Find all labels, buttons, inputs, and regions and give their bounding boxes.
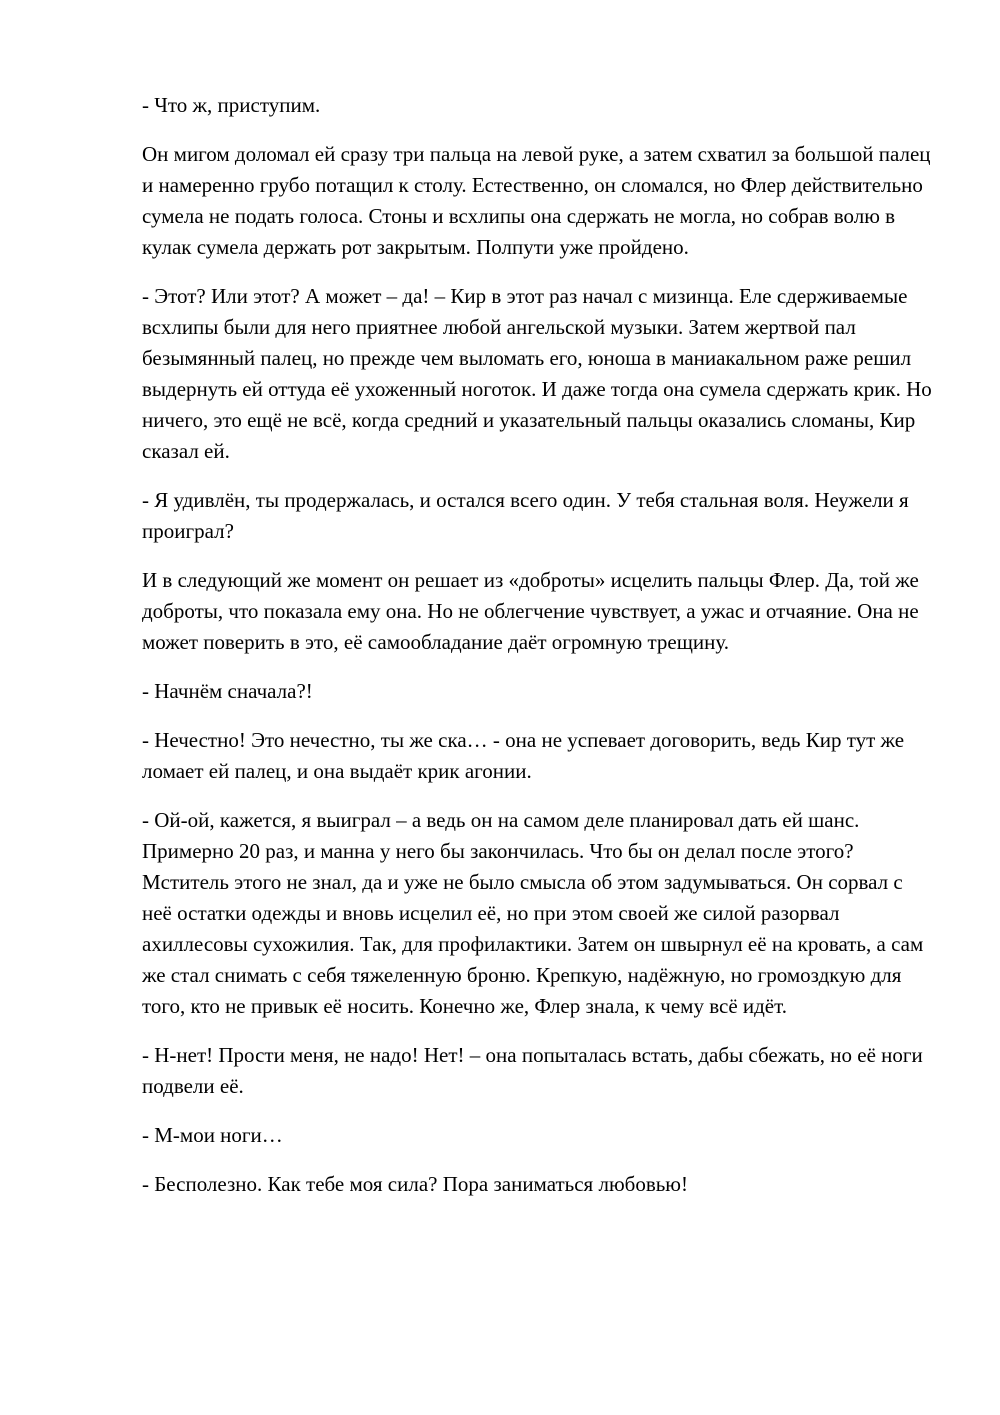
paragraph-dialogue: - Этот? Или этот? А может – да! – Кир в этот раз начал с мизинца. Еле сдерживаемые всхлипы были для него приятнее любой ангельской музыки. Затем жертвой пал безымянный палец, но прежде чем выломать его, юноша в маниакальном раже решил выдернуть ей оттуда её ухоженный ноготок. И даже тогда она сумела сдержать крик. Но ничего, это ещё не всё, когда средний и указательный пальцы оказались сломаны, Кир сказал ей.: [142, 284, 932, 463]
paragraph-dialogue: - Бесполезно. Как тебе моя сила? Пора заниматься любовью!: [142, 1172, 688, 1196]
paragraph-dialogue: - Н-нет! Прости меня, не надо! Нет! – она попыталась встать, дабы сбежать, но её ноги подвели её.: [142, 1043, 923, 1098]
paragraph-dialogue: - Что ж, приступим.: [142, 93, 321, 117]
paragraph-narration: И в следующий же момент он решает из «доброты» исцелить пальцы Флер. Да, той же доброты, что показала ему она. Но не облегчение чувствует, а ужас и отчаяние. Она не может поверить в это, её самообладание даёт огромную трещину.: [142, 568, 919, 654]
paragraph-dialogue: - Я удивлён, ты продержалась, и остался всего один. У тебя стальная воля. Неужели я проиграл?: [142, 488, 909, 543]
paragraph-dialogue: - Начнём сначала?!: [142, 679, 313, 703]
paragraph-dialogue: - М-мои ноги…: [142, 1123, 283, 1147]
paragraph-dialogue: - Ой-ой, кажется, я выиграл – а ведь он на самом деле планировал дать ей шанс. Примерно 20 раз, и манна у него бы закончилась. Что бы он делал после этого? Мститель этого не знал, да и уже не было смысла об этом задумываться. Он сорвал с неё остатки одежды и вновь исцелил её, но при этом своей же силой разорвал ахиллесовы сухожилия. Так, для профилактики. Затем он швырнул её на кровать, а сам же стал снимать с себя тяжеленную броню. Крепкую, надёжную, но громоздкую для того, кто не привык её носить. Конечно же, Флер знала, к чему всё идёт.: [142, 808, 924, 1018]
paragraph-narration: Он мигом доломал ей сразу три пальца на левой руке, а затем схватил за большой палец и намеренно грубо потащил к столу. Естественно, он сломался, но Флер действительно сумела не подать голоса. Стоны и всхлипы она сдержать не могла, но собрав волю в кулак сумела держать рот закрытым. Полпути уже пройдено.: [142, 142, 931, 259]
document-text-block: [142, 90, 934, 1218]
paragraph-dialogue: - Нечестно! Это нечестно, ты же ска… - она не успевает договорить, ведь Кир тут же ломает ей палец, и она выдаёт крик агонии.: [142, 728, 905, 783]
